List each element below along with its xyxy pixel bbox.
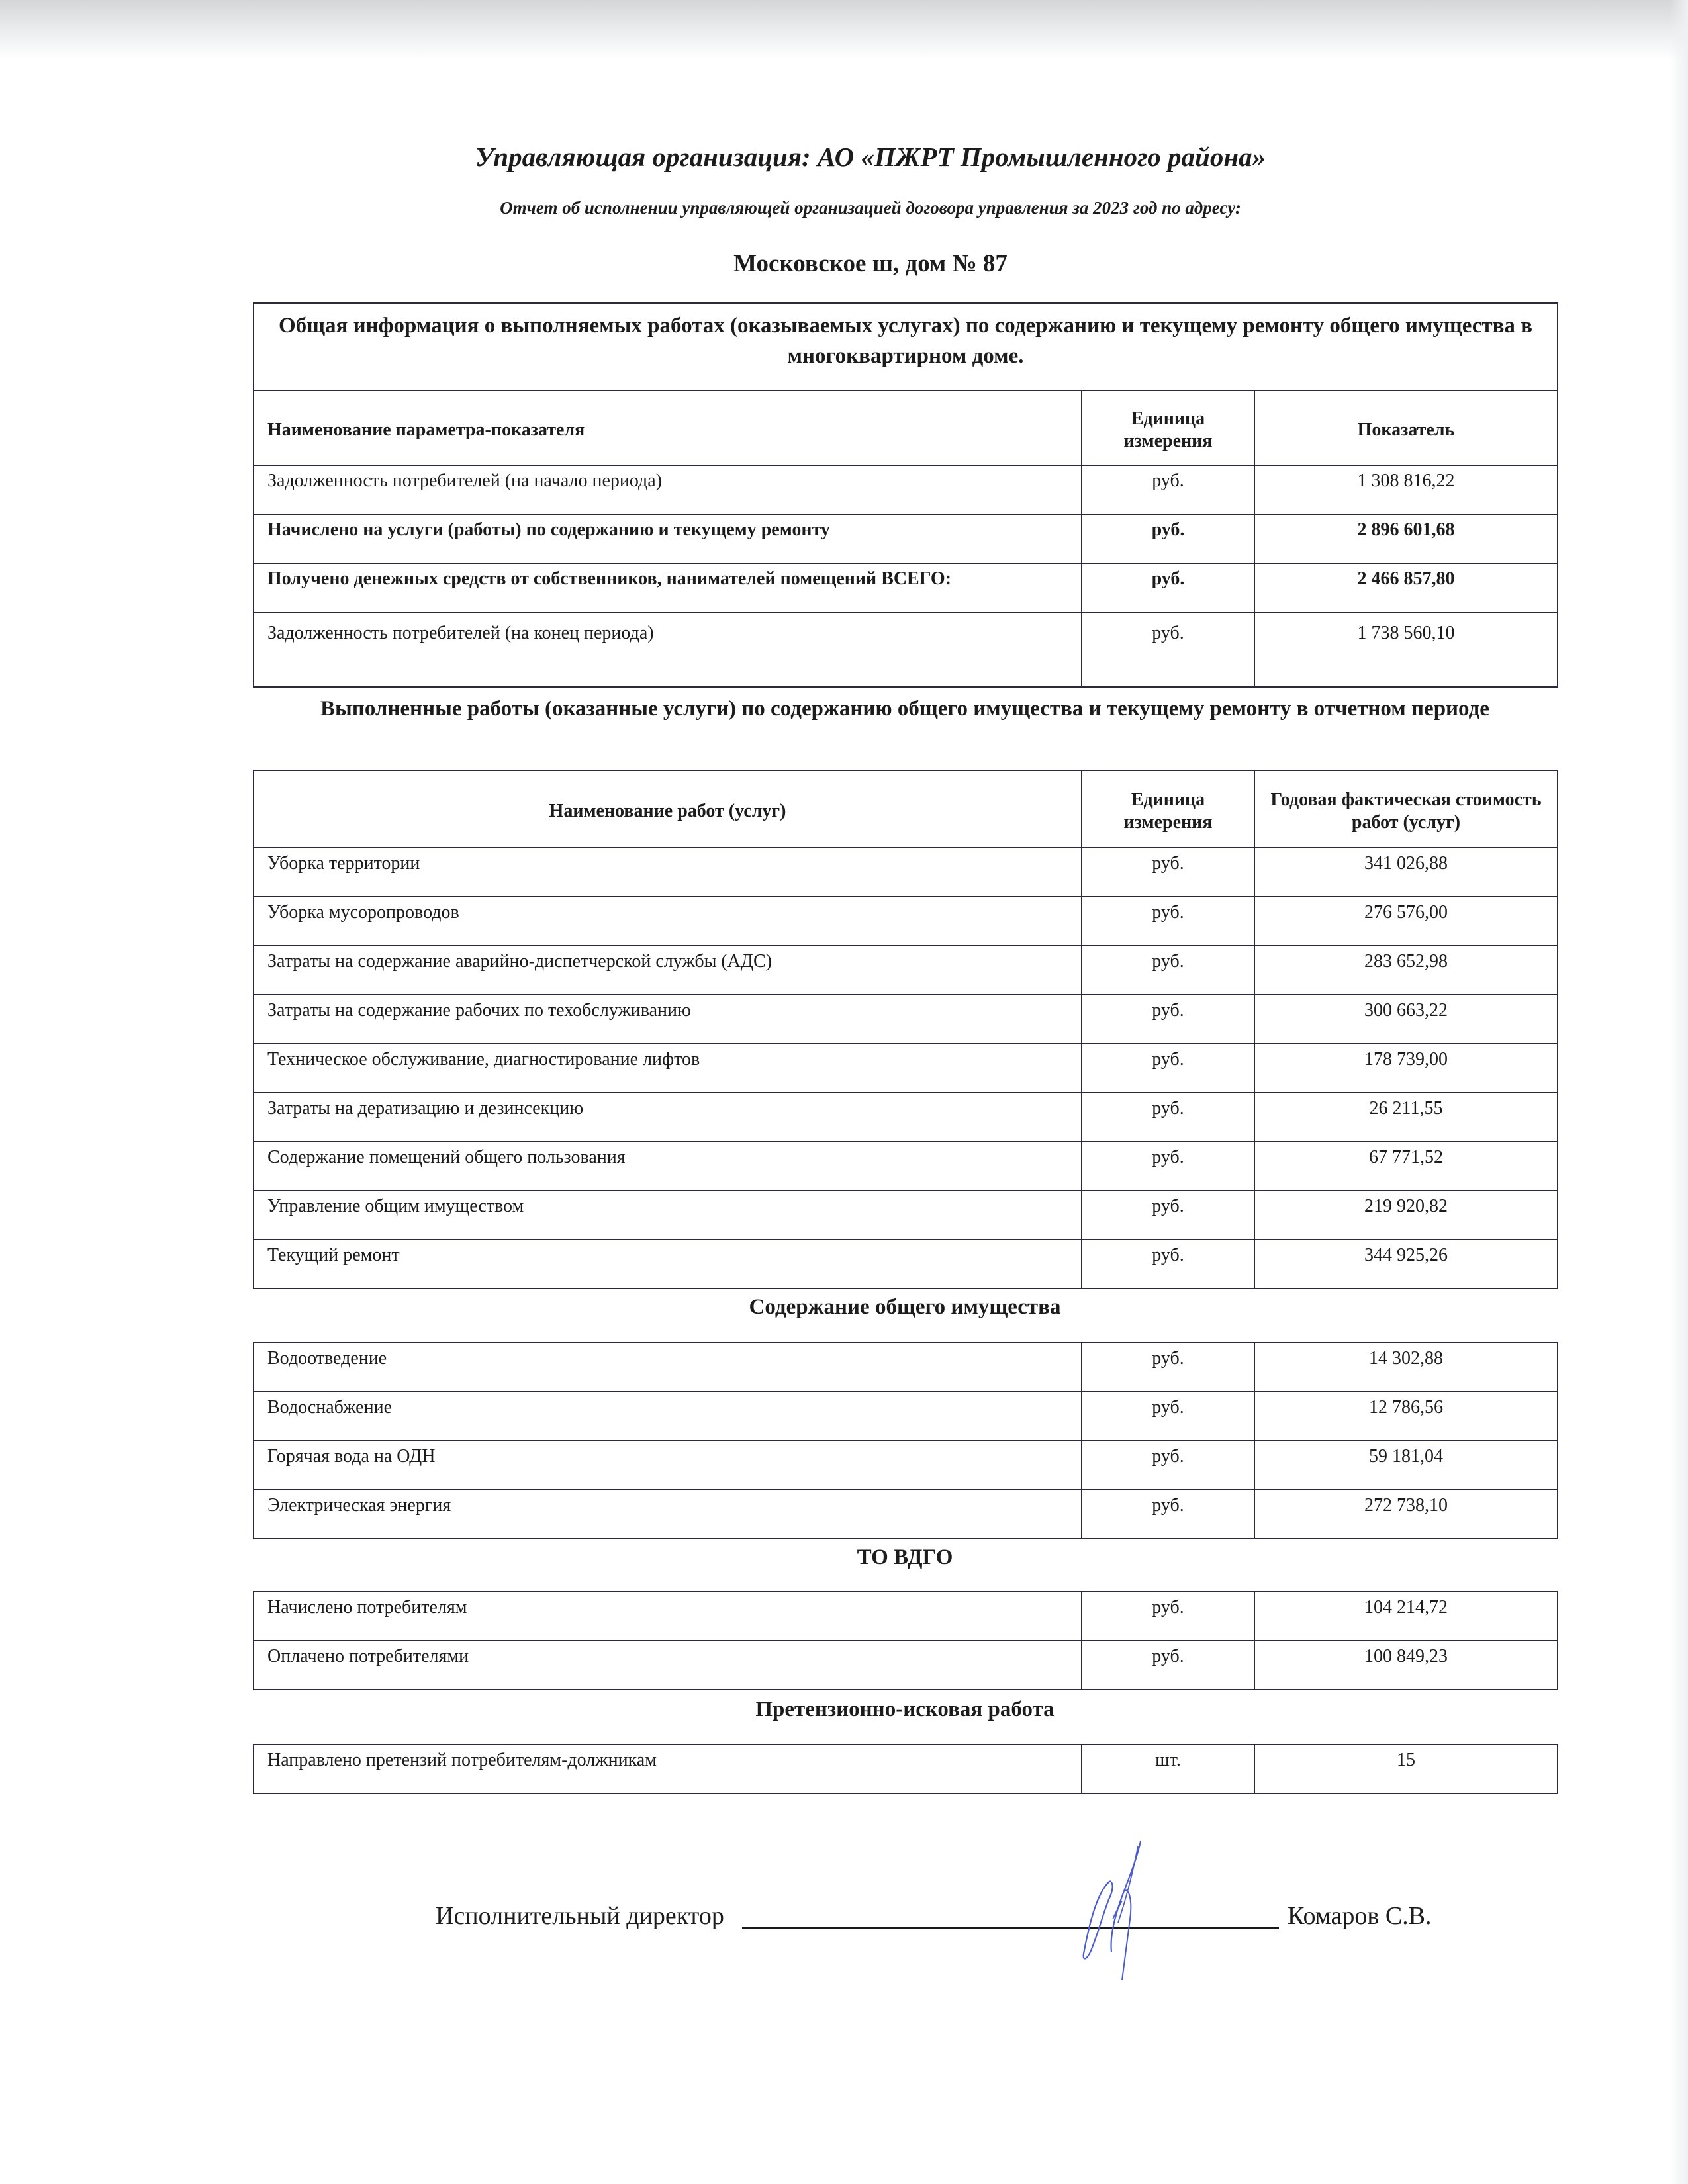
row-name: Водоотведение [254,1343,1082,1392]
signature-line [742,1927,1279,1929]
row-unit: руб. [1082,995,1254,1044]
table-row [254,465,1558,514]
row-value: 1 308 816,22 [1254,465,1558,514]
row-name: Водоснабжение [254,1392,1082,1441]
row-name: Направлено претензий потребителям-должникам [254,1745,1082,1794]
table-row [254,1240,1558,1289]
row-value: 2 896 601,68 [1254,514,1558,563]
row-unit: руб. [1082,1240,1254,1289]
row-unit: руб. [1082,1641,1254,1690]
works-section-title: Выполненные работы (оказанные услуги) по содержанию общего имущества и текущему ремонту в отчетном периоде [320,697,1489,721]
row-name: Оплачено потребителями [254,1641,1082,1690]
table-row [254,514,1558,563]
row-value: 26 211,55 [1254,1093,1558,1142]
column-header-parameter: Наименование параметра-показателя [254,390,1082,465]
column-header-annual-cost: Годовая фактическая стоимость работ (услуг) [1254,770,1558,848]
row-value: 12 786,56 [1254,1392,1558,1441]
general-info-table [253,302,1558,688]
table-row [254,1044,1558,1093]
table-row [254,1592,1558,1641]
row-name: Задолженность потребителей (на начало периода) [254,465,1082,514]
row-unit: руб. [1082,1191,1254,1240]
row-unit: руб. [1082,897,1254,946]
row-unit: руб. [1082,1392,1254,1441]
column-header-unit: Единица измерения [1082,390,1254,465]
row-unit: руб. [1082,946,1254,995]
row-unit: руб. [1082,612,1254,687]
table-row [254,1093,1558,1142]
row-name: Начислено на услуги (работы) по содержанию и текущему ремонту [254,514,1082,563]
row-value: 2 466 857,80 [1254,563,1558,612]
row-unit: руб. [1082,563,1254,612]
table-header-row [254,390,1558,465]
organization-title: Управляющая организация: АО «ПЖРТ Промышленного района» [475,142,1266,172]
row-name: Получено денежных средств от собственников, нанимателей помещений ВСЕГО: [254,563,1082,612]
building-address: Московское ш, дом № 87 [733,250,1008,277]
row-value: 276 576,00 [1254,897,1558,946]
row-value: 344 925,26 [1254,1240,1558,1289]
column-header-unit: Единица измерения [1082,770,1254,848]
row-name: Горячая вода на ОДН [254,1441,1082,1490]
row-unit: руб. [1082,848,1254,897]
row-name: Электрическая энергия [254,1490,1082,1539]
general-info-caption: Общая информация о выполняемых работах (оказываемых услугах) по содержанию и текущему ремонту общего имущества в многоквартирном доме. [254,303,1558,390]
claims-section-title: Претензионно-исковая работа [755,1698,1055,1721]
table-header-row [254,770,1558,848]
row-name: Затраты на содержание аварийно-диспетчерской службы (АДС) [254,946,1082,995]
row-value: 67 771,52 [1254,1142,1558,1191]
common-property-section-title: Содержание общего имущества [749,1295,1061,1319]
table-row [254,897,1558,946]
row-name: Задолженность потребителей (на конец периода) [254,612,1082,687]
table-row [254,1142,1558,1191]
column-header-work-name: Наименование работ (услуг) [254,770,1082,848]
row-name: Текущий ремонт [254,1240,1082,1289]
table-row [254,612,1558,687]
row-value: 100 849,23 [1254,1641,1558,1690]
row-name: Затраты на дератизацию и дезинсекцию [254,1093,1082,1142]
signatory-name: Комаров С.В. [1288,1902,1432,1930]
row-value: 300 663,22 [1254,995,1558,1044]
report-subtitle: Отчет об исполнении управляющей организацией договора управления за 2023 год по адресу: [500,198,1241,218]
table-row [254,946,1558,995]
row-unit: руб. [1082,514,1254,563]
row-name: Содержание помещений общего пользования [254,1142,1082,1191]
row-name: Управление общим имуществом [254,1191,1082,1240]
common-property-table [253,1342,1558,1539]
row-name: Уборка мусоропроводов [254,897,1082,946]
row-unit: руб. [1082,1093,1254,1142]
row-unit: руб. [1082,1592,1254,1641]
table-row [254,1343,1558,1392]
row-value: 1 738 560,10 [1254,612,1558,687]
table-row [254,995,1558,1044]
row-name: Затраты на содержание рабочих по техобслуживанию [254,995,1082,1044]
row-unit: руб. [1082,1343,1254,1392]
table-row [254,1490,1558,1539]
signature-block [436,1901,1495,1934]
gas-service-table [253,1591,1558,1690]
row-unit: руб. [1082,465,1254,514]
row-name: Начислено потребителям [254,1592,1082,1641]
row-value: 14 302,88 [1254,1343,1558,1392]
table-row [254,1641,1558,1690]
row-name: Уборка территории [254,848,1082,897]
row-value: 283 652,98 [1254,946,1558,995]
row-name: Техническое обслуживание, диагностирование лифтов [254,1044,1082,1093]
table-row [254,1745,1558,1794]
row-unit: руб. [1082,1490,1254,1539]
signatory-position: Исполнительный директор [436,1902,724,1930]
row-value: 59 181,04 [1254,1441,1558,1490]
handwritten-signature-icon [1069,1840,1155,1985]
row-unit: руб. [1082,1441,1254,1490]
works-table [253,770,1558,1289]
scan-edge [1669,0,1688,2184]
table-row [254,1392,1558,1441]
row-value: 104 214,72 [1254,1592,1558,1641]
gas-service-section-title: ТО ВДГО [857,1545,953,1569]
row-value: 15 [1254,1745,1558,1794]
table-row [254,1191,1558,1240]
claims-table [253,1744,1558,1794]
row-unit: шт. [1082,1745,1254,1794]
table-row [254,848,1558,897]
row-value: 178 739,00 [1254,1044,1558,1093]
column-header-value: Показатель [1254,390,1558,465]
table-row [254,1441,1558,1490]
row-value: 341 026,88 [1254,848,1558,897]
row-value: 219 920,82 [1254,1191,1558,1240]
table-row [254,563,1558,612]
row-unit: руб. [1082,1044,1254,1093]
row-unit: руб. [1082,1142,1254,1191]
scan-shadow [0,0,1688,60]
row-value: 272 738,10 [1254,1490,1558,1539]
